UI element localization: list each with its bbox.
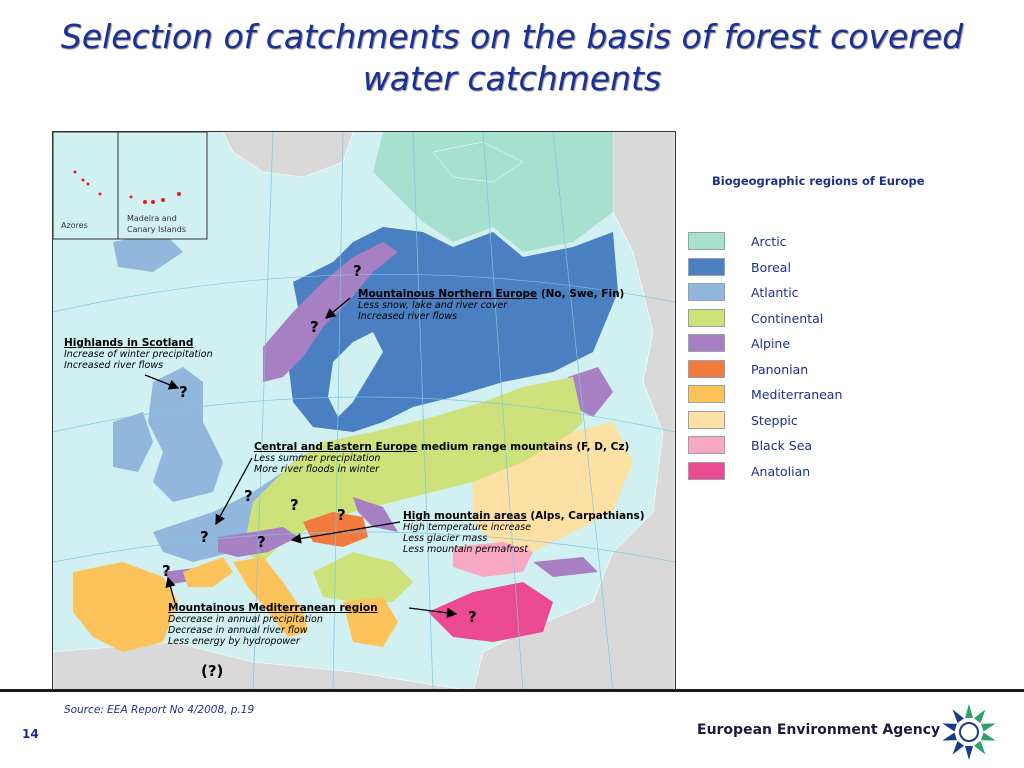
question-mark: ? bbox=[468, 608, 477, 626]
source-citation: Source: EEA Report No 4/2008, p.19 bbox=[64, 704, 255, 716]
annotation-line: Less summer precipitation bbox=[254, 453, 381, 464]
annotation-heading: Mountainous Mediterranean region bbox=[168, 602, 378, 614]
question-mark: ? bbox=[310, 318, 319, 336]
agency-name: European Environment Agency bbox=[697, 722, 941, 738]
annotation-line: Increase of winter precipitation bbox=[64, 349, 213, 360]
legend-title: Biogeographic regions of Europe bbox=[712, 174, 925, 188]
question-mark: ? bbox=[337, 506, 346, 524]
annotation-heading: High mountain areas (Alps, Carpathians) bbox=[403, 510, 645, 522]
page-number: 14 bbox=[22, 727, 39, 741]
annotation-line: Less glacier mass bbox=[403, 533, 488, 544]
arrow-mediterranean bbox=[168, 578, 175, 603]
inset-madeira-label-1: Madeira and bbox=[127, 214, 177, 223]
question-mark: ? bbox=[290, 496, 299, 514]
inset-azores-label: Azores bbox=[61, 221, 88, 230]
legend-label: Arctic bbox=[751, 234, 787, 249]
legend-label: Atlantic bbox=[751, 285, 799, 300]
legend-label: Steppic bbox=[751, 412, 798, 428]
annotation-line: Less mountain permafrost bbox=[403, 544, 528, 555]
annotation-line: Decrease in annual precipitation bbox=[168, 614, 323, 625]
question-mark-paren: (?) bbox=[201, 662, 224, 680]
annotation-heading: Highlands in Scotland bbox=[64, 337, 194, 349]
legend-label: Alpine bbox=[751, 336, 791, 351]
annotation-line: Increased river flows bbox=[358, 311, 458, 322]
question-mark: ? bbox=[353, 262, 362, 280]
question-mark: ? bbox=[244, 487, 253, 505]
arrow-northern bbox=[326, 298, 350, 318]
arrow-mediterranean-east bbox=[409, 608, 456, 614]
legend-label: Continental bbox=[751, 310, 824, 326]
arrow-scotland bbox=[145, 375, 178, 388]
question-mark: ? bbox=[162, 562, 171, 580]
legend-label: Anatolian bbox=[751, 463, 811, 479]
annotation-heading: Central and Eastern Europe medium range mountains (F, D, Cz) bbox=[254, 441, 630, 453]
footer-divider bbox=[0, 689, 1024, 692]
legend-label: Black Sea bbox=[751, 438, 813, 453]
annotation-line: Less energy by hydropower bbox=[168, 636, 300, 647]
legend-label: Boreal bbox=[751, 259, 791, 275]
annotation-heading: Mountainous Northern Europe (No, Swe, Fin) bbox=[358, 288, 625, 300]
slide-title: Selection of catchments on the basis of forest covered water catchments bbox=[60, 17, 964, 98]
arrow-high bbox=[292, 522, 400, 540]
question-mark: ? bbox=[257, 533, 266, 551]
annotation-line: High temperature increase bbox=[403, 522, 532, 533]
annotation-line: More river floods in winter bbox=[254, 464, 380, 475]
legend-label: Mediterranean bbox=[751, 387, 843, 402]
inset-madeira-label-2: Canary Islands bbox=[127, 225, 186, 234]
annotation-line: Less snow, lake and river cover bbox=[358, 300, 508, 311]
annotation-line: Increased river flows bbox=[64, 360, 164, 371]
question-mark: ? bbox=[200, 528, 209, 546]
legend-label: Panonian bbox=[751, 361, 809, 377]
eea-logo-icon bbox=[936, 700, 1002, 764]
annotation-line: Decrease in annual river flow bbox=[168, 625, 308, 636]
question-mark: ? bbox=[179, 383, 188, 401]
